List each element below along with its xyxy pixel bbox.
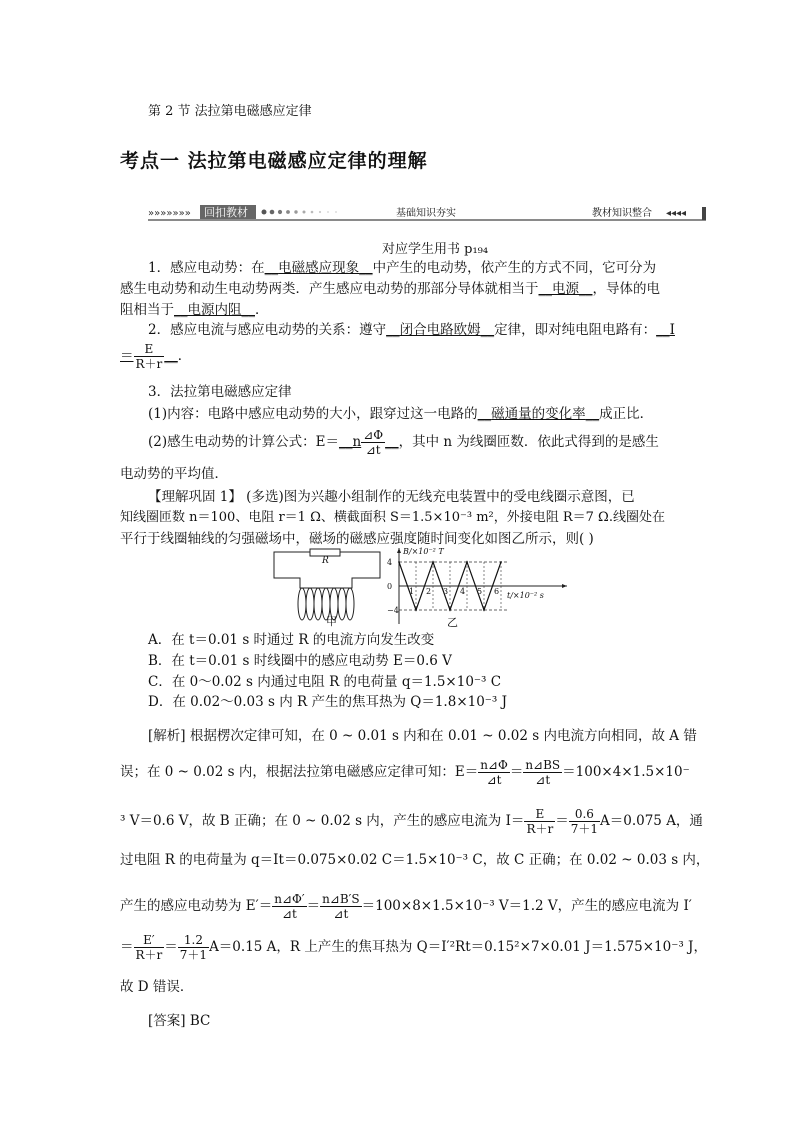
svg-text:◂◂◂◂: ◂◂◂◂: [666, 208, 687, 219]
p3-2-cont: 电动势的平均值．: [120, 466, 228, 482]
p2-line1: 2．感应电流与感应电动势的关系：遵守__闭合电路欧姆__定律，即对纯电阻电路有：__I: [148, 322, 675, 338]
x-tick-label: 6: [494, 587, 500, 596]
p3-heading: 3．法拉第电磁感应定律: [148, 384, 292, 400]
analysis-line7: 故 D 错误．: [120, 979, 194, 995]
resistor-label: R: [322, 556, 329, 566]
data-point: [500, 561, 502, 563]
p1-line2: 感生电动势和动生电动势两类．产生感应电动势的那部分导体就相当于__电源__，导体的电: [120, 281, 660, 297]
data-point: [415, 609, 417, 611]
topic-title: 考点一 法拉第电磁感应定律的理解: [120, 150, 428, 172]
figure-caption-left: 甲: [326, 615, 337, 628]
x-tick-label: 1: [409, 587, 415, 596]
answer: [答案] BC: [148, 1013, 211, 1029]
question-line1: 【理解巩固 1】 (多选)图为兴趣小组制作的无线充电装置中的受电线圈示意图，已: [148, 489, 635, 505]
option-b: B．在 t＝0.01 s 时线圈中的感应电动势 E＝0.6 V: [148, 653, 452, 669]
y-tick-label: −4: [387, 606, 399, 615]
svg-text:»»»»»»»: »»»»»»»: [148, 208, 191, 219]
banner-center-label: 基础知识夯实: [396, 208, 456, 219]
data-point: [466, 561, 468, 563]
analysis-line6: ＝ $\frac{E'}{R+r}$ ＝ $\frac{1.2}{7+1}$ A＝0.15 A，R 上产生的焦耳热为 Q＝I′²Rt＝0.15²×7×0.01 J＝1.575×10⁻³ J，: [120, 933, 707, 962]
option-c: C．在 0～0.02 s 内通过电阻 R 的电荷量 q＝1.5×10⁻³ C: [148, 674, 502, 690]
resistor: [310, 549, 340, 556]
p1-line1: 1．感应电动势：在__电磁感应现象__中产生的电动势，依产生的方式不同，它可分为: [148, 260, 657, 276]
x-axis-label: t/×10⁻² s: [507, 591, 544, 600]
p3-1: (1)内容：电路中感应电动势的大小，跟穿过这一电路的__磁通量的变化率__成正比．: [148, 406, 654, 422]
x-tick-label: 3: [443, 587, 449, 596]
banner-right-label: 教材知识整合: [592, 208, 652, 219]
x-tick-label: 2: [426, 587, 432, 596]
analysis-line5: 产生的感应电动势为 E′＝ $\frac{n⊿\Phi'}{⊿t}$ ＝ $\frac{n⊿B'S}{⊿t}$ ＝100×8×1.5×10⁻³ V＝1.2 V，产生的感应电流为 I′: [120, 892, 692, 921]
y-axis-label: B/×10⁻² T: [403, 547, 444, 556]
analysis-line2: 误；在 0 ~ 0.02 s 内，根据法拉第电磁感应定律可知：E＝ $\frac{n⊿\Phi}{⊿t}$ ＝ $\frac{n⊿BS}{⊿t}$ ＝100×4×1.5×10⁻: [120, 758, 690, 787]
section-title: 第 2 节 法拉第电磁感应定律: [148, 104, 312, 119]
analysis-line1: [解析] 根据楞次定律可知，在 0 ~ 0.01 s 内和在 0.01 ~ 0.02 s 内电流方向相同，故 A 错: [148, 728, 697, 744]
p1-line3: 阻相当于__电源内阻__．: [120, 302, 269, 318]
question-line3: 平行于线圈轴线的匀强磁场中，磁场的磁感应强度随时间变化如图乙所示，则( ): [120, 531, 594, 547]
option-a: A．在 t＝0.01 s 时通过 R 的电流方向发生改变: [148, 632, 435, 648]
analysis-line4: 过电阻 R 的电荷量为 q＝It＝0.075×0.02 C＝1.5×10⁻³ C，故 C 正确；在 0.02 ~ 0.03 s 内，: [120, 852, 710, 868]
y-tick-label: 0: [387, 582, 393, 591]
x-tick-label: 4: [460, 587, 466, 596]
question-line2: 知线圈匝数 n＝100、电阻 r＝1 Ω、横截面积 S＝1.5×10⁻³ m²，外接电阻 R＝7 Ω.线圈处在: [120, 510, 665, 525]
data-point: [432, 561, 434, 563]
data-point: [398, 561, 400, 563]
book-reference: 对应学生用书 p₁₉₄: [382, 242, 489, 257]
section-banner: [148, 205, 708, 221]
y-tick-label: 4: [387, 558, 393, 567]
x-tick-label: 5: [477, 587, 483, 596]
data-point: [483, 609, 485, 611]
analysis-line3: ³ V＝0.6 V，故 B 正确；在 0 ~ 0.02 s 内，产生的感应电流为 I＝ $\frac{E}{R+r}$ ＝ $\frac{0.6}{7+1}$ A＝0.075 A，通: [120, 807, 703, 836]
banner-left-label: 回扣教材: [204, 206, 248, 219]
data-point: [449, 609, 451, 611]
figure-caption-right: 乙: [447, 616, 458, 629]
p3-2: (2)感生电动势的计算公式：E＝__n $\frac{⊿\Phi}{⊿t}$ __，其中 n 为线圈匝数．依此式得到的是感生: [148, 428, 659, 457]
p2-line2: ＝ $\frac{E}{R+r}$ __．: [120, 342, 192, 371]
option-d: D．在 0.02～0.03 s 内 R 产生的焦耳热为 Q＝1.8×10⁻³ J: [148, 694, 508, 710]
b-t-chart: [385, 546, 575, 628]
